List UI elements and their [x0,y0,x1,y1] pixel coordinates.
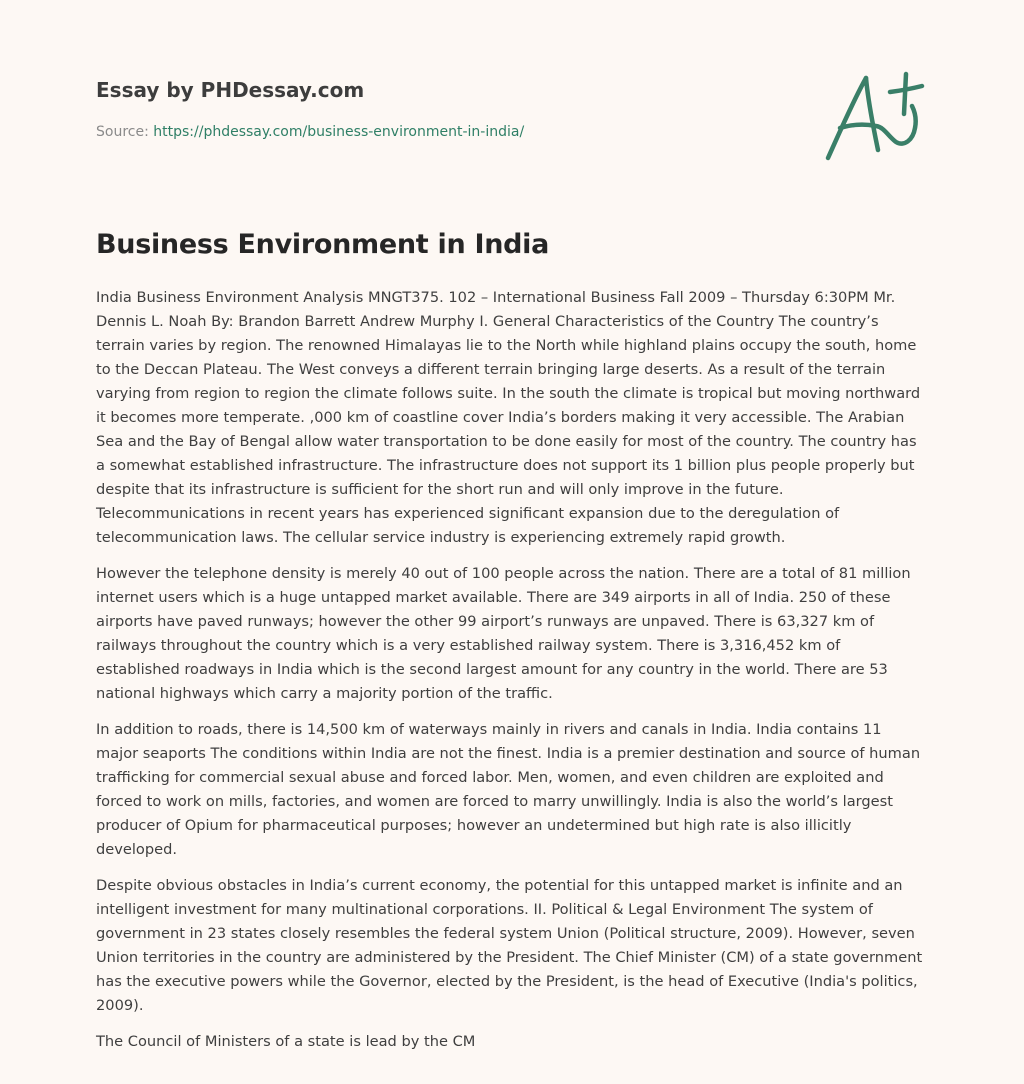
source-link[interactable]: https://phdessay.com/business-environment-in-india/ [153,124,525,140]
essay-paragraph: The Council of Ministers of a state is lead by the CM [96,1033,476,1050]
essay-paragraph: In addition to roads, there is 14,500 km of waterways mainly in rivers and canals in India. India contains 11 major seaports The conditions within India are not the finest. India is a premier destination and source of human trafficking for commercial sexual abuse and forced labor. Men, women, and even children are exploited and forced to work on mills, factories, and women are forced to marry unwillingly. India is also the world’s largest producer of Opium for pharmaceutical purposes; however an undetermined but high rate is also illicitly developed. [96,721,921,858]
a-plus-grade-icon [818,66,928,166]
essay-body [96,286,928,1066]
essay-paragraph: Despite obvious obstacles in India’s current economy, the potential for this untapped market is infinite and an intelligent investment for many multinational corporations. II. Political & Legal Environment The system of government in 23 states closely resembles the federal system Union (Political structure, 2009). However, seven Union territories in the country are administered by the President. The Chief Minister (CM) of a state government has the executive powers while the Governor, elected by the President, is the head of Executive (India's politics, 2009). [96,877,923,1014]
source-line [96,122,736,142]
site-brand: Essay by PHDessay.com [96,78,365,102]
page-header [96,70,736,142]
essay-title: Business Environment in India [96,229,550,260]
source-label: Source: [96,124,149,140]
essay-paragraph: However the telephone density is merely 40 out of 100 people across the nation. There are a total of 81 million internet users which is a huge untapped market available. There are 349 airports in all of India. 250 of these airports have paved runways; however the other 99 airport’s runways are unpaved. There is 63,327 km of railways throughout the country which is a very established railway system. There is 3,316,452 km of established roadways in India which is the second largest amount for any country in the world. There are 53 national highways which carry a majority portion of the traffic. [96,565,911,702]
essay-paragraph: India Business Environment Analysis MNGT375. 102 – International Business Fall 2009 – Thursday 6:30PM Mr. Dennis L. Noah By: Brandon Barrett Andrew Murphy I. General Characteristics of the Country The country’s terrain varies by region. The renowned Himalayas lie to the North while highland plains occupy the south, home to the Deccan Plateau. The West conveys a different terrain bringing large deserts. As a result of the terrain varying from region to region the climate follows suite. In the south the climate is tropical but moving northward it becomes more temperate. ,000 km of coastline cover India’s borders making it very accessible. The Arabian Sea and the Bay of Bengal allow water transportation to be done easily for most of the country. The country has a somewhat established infrastructure. The infrastructure does not support its 1 billion plus people properly but despite that its infrastructure is sufficient for the short run and will only improve in the future. Telecommunications in recent years has experienced significant expansion due to the deregulation of telecommunication laws. The cellular service industry is experiencing extremely rapid growth. [96,289,921,546]
